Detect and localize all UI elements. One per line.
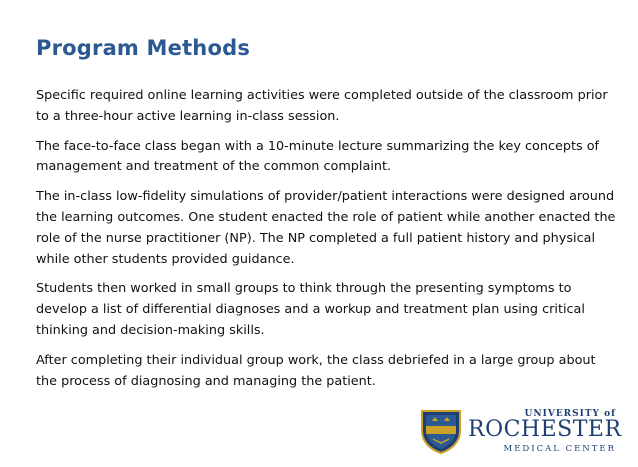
slide-title: Program Methods: [36, 36, 251, 60]
slide-body: [36, 86, 618, 401]
logo-medical-center-text: MEDICAL CENTER: [503, 444, 616, 454]
paragraph-online-activities: Specific required online learning activities were completed outside of the classroom prior to a three-hour active learning in-class session.: [36, 88, 608, 124]
crest-shield-icon: [420, 409, 462, 455]
university-logo: [420, 407, 622, 457]
logo-name-text: ROCHESTER: [468, 417, 622, 442]
logo-wordmark: [468, 407, 622, 457]
paragraph-lecture: The face-to-face class began with a 10-minute lecture summarizing the key concepts of management and treatment of the common complaint.: [36, 138, 600, 175]
logo-university-text: UNIVERSITY of: [524, 409, 616, 419]
paragraph-debrief: After completing their individual group work, the class debriefed in a large group about the process of diagnosing and managing the patient.: [36, 352, 596, 389]
paragraph-small-groups: Students then worked in small groups to think through the presenting symptoms to develop a list of differential diagnoses and a workup and treatment plan using critical thinking and decision-making skills.: [36, 281, 585, 338]
paragraph-simulations: The in-class low-fidelity simulations of provider/patient interactions were designed around the learning outcomes. One student enacted the role of patient while another enacted the role of the nurse practitioner (NP). The NP completed a full patient history and physical while other students provided guidance.: [36, 189, 616, 267]
